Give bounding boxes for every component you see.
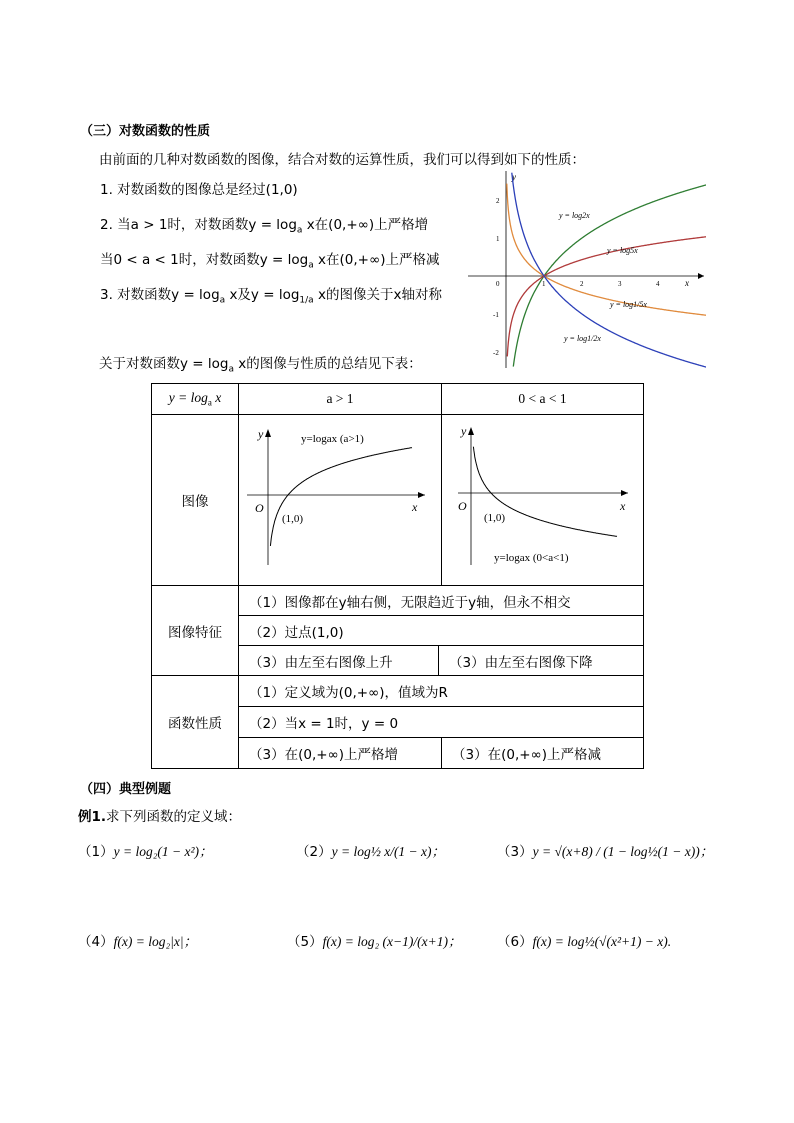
- y-axis-label: y: [512, 172, 516, 182]
- y-axis-label: y: [258, 427, 264, 441]
- section4-heading: （四）典型例题: [80, 782, 172, 797]
- x-axis-arrow: [621, 490, 628, 496]
- label-log1-5: y = log1/5x: [610, 300, 647, 309]
- property-2b: 当0 < a < 1时，对数函数$y = \log_a x$在(0,+∞)上严格减: [100, 252, 440, 271]
- x-tick-label: 2: [580, 280, 584, 288]
- prop-3b: （3）在(0,+∞)上严格减: [442, 738, 644, 769]
- property-1: 1. 对数函数的图像总是经过(1,0): [100, 182, 298, 198]
- y-tick-label: 1: [496, 235, 500, 243]
- feature-3a: （3）由左至右图像上升: [239, 646, 439, 676]
- x-axis-arrow: [698, 273, 704, 279]
- x-axis-label: x: [412, 500, 418, 514]
- prop-1: （1）定义域为(0,+∞)，值域为R: [239, 676, 644, 707]
- exercise-4: （4）f(x) = log₂|x|；: [78, 934, 198, 950]
- label-log5: y = log5x: [607, 246, 638, 255]
- graph-decreasing-cell: [442, 415, 644, 586]
- graph-decreasing: [442, 415, 643, 581]
- intro-text: 由前面的几种对数函数的图像，结合对数的运算性质，我们可以得到如下的性质：: [99, 152, 585, 168]
- property-3: 3. 对数函数$y = \log_a x$及$y = \log_{1/a} x$的图像关于x轴对称: [100, 287, 442, 306]
- exercise-5: （5）f(x) = log₂ (x−1)/(x+1)；: [287, 934, 462, 950]
- feature-3b: （3）由左至右图像下降: [439, 646, 644, 676]
- point-label: (1,0): [484, 512, 506, 524]
- row-features-label: 图像特征: [152, 586, 239, 676]
- row-props-label: 函数性质: [152, 676, 239, 769]
- exercise-3: （3）y = √(x+8) / (1 − log½(1 − x))；: [497, 844, 714, 860]
- y-axis-arrow: [265, 429, 271, 437]
- y-axis-label: y: [461, 424, 467, 438]
- example-1: 例1.求下列函数的定义域：: [78, 809, 242, 825]
- header-func: $y = \log_a x$: [152, 384, 239, 415]
- y-tick-label: 2: [496, 197, 500, 205]
- origin-label: O: [255, 501, 264, 515]
- summary-table: [151, 383, 644, 769]
- summary-text: 关于对数函数$y = \log_a x$的图像与性质的总结见下表：: [99, 356, 422, 375]
- y-tick-label: -2: [493, 349, 499, 357]
- feature-2: （2）过点(1,0): [239, 616, 644, 646]
- prop-2: （2）当x = 1时，y = 0: [239, 707, 644, 738]
- y-tick-label: -1: [493, 311, 499, 319]
- graph-increasing: [239, 415, 439, 581]
- property-2: 2. 当a > 1时，对数函数$y = \log_a x$在(0,+∞)上严格增: [100, 217, 429, 236]
- x-axis-arrow: [418, 492, 425, 498]
- y-axis-arrow: [468, 427, 474, 435]
- increasing-curve: [270, 448, 412, 546]
- x-tick-label: 1: [542, 280, 546, 288]
- graph-increasing-cell: [239, 415, 442, 586]
- row-image-label: 图像: [152, 415, 239, 586]
- label-log1-2: y = log1/2x: [564, 334, 601, 343]
- curve-label: y=logax (0<a<1): [494, 552, 569, 564]
- feature-1: （1）图像都在y轴右侧，无限趋近于y轴，但永不相交: [239, 586, 644, 616]
- x-axis-label: x: [685, 278, 689, 288]
- exercise-2: （2）y = log½ x/(1 − x)；: [296, 844, 446, 860]
- x-tick-label: 4: [656, 280, 660, 288]
- label-log2: y = log2x: [559, 211, 590, 220]
- curve-log1-2: [512, 173, 706, 368]
- section-heading: （三）对数函数的性质: [80, 124, 211, 139]
- x-tick-label: 0: [496, 280, 500, 288]
- exercise-6: （6）f(x) = log½(√(x²+1) − x).: [497, 934, 672, 950]
- header-a-lt-1: 0 < a < 1: [442, 384, 644, 415]
- point-label: (1,0): [282, 513, 304, 525]
- x-tick-label: 3: [618, 280, 622, 288]
- x-axis-label: x: [620, 499, 626, 513]
- origin-label: O: [458, 499, 467, 513]
- exercise-1: （1）y = log₂(1 − x²)；: [78, 844, 213, 860]
- curve-label: y=logax (a>1): [301, 433, 364, 445]
- prop-3a: （3）在(0,+∞)上严格增: [239, 738, 442, 769]
- log-functions-graph: [463, 168, 706, 370]
- header-a-gt-1: a > 1: [239, 384, 442, 415]
